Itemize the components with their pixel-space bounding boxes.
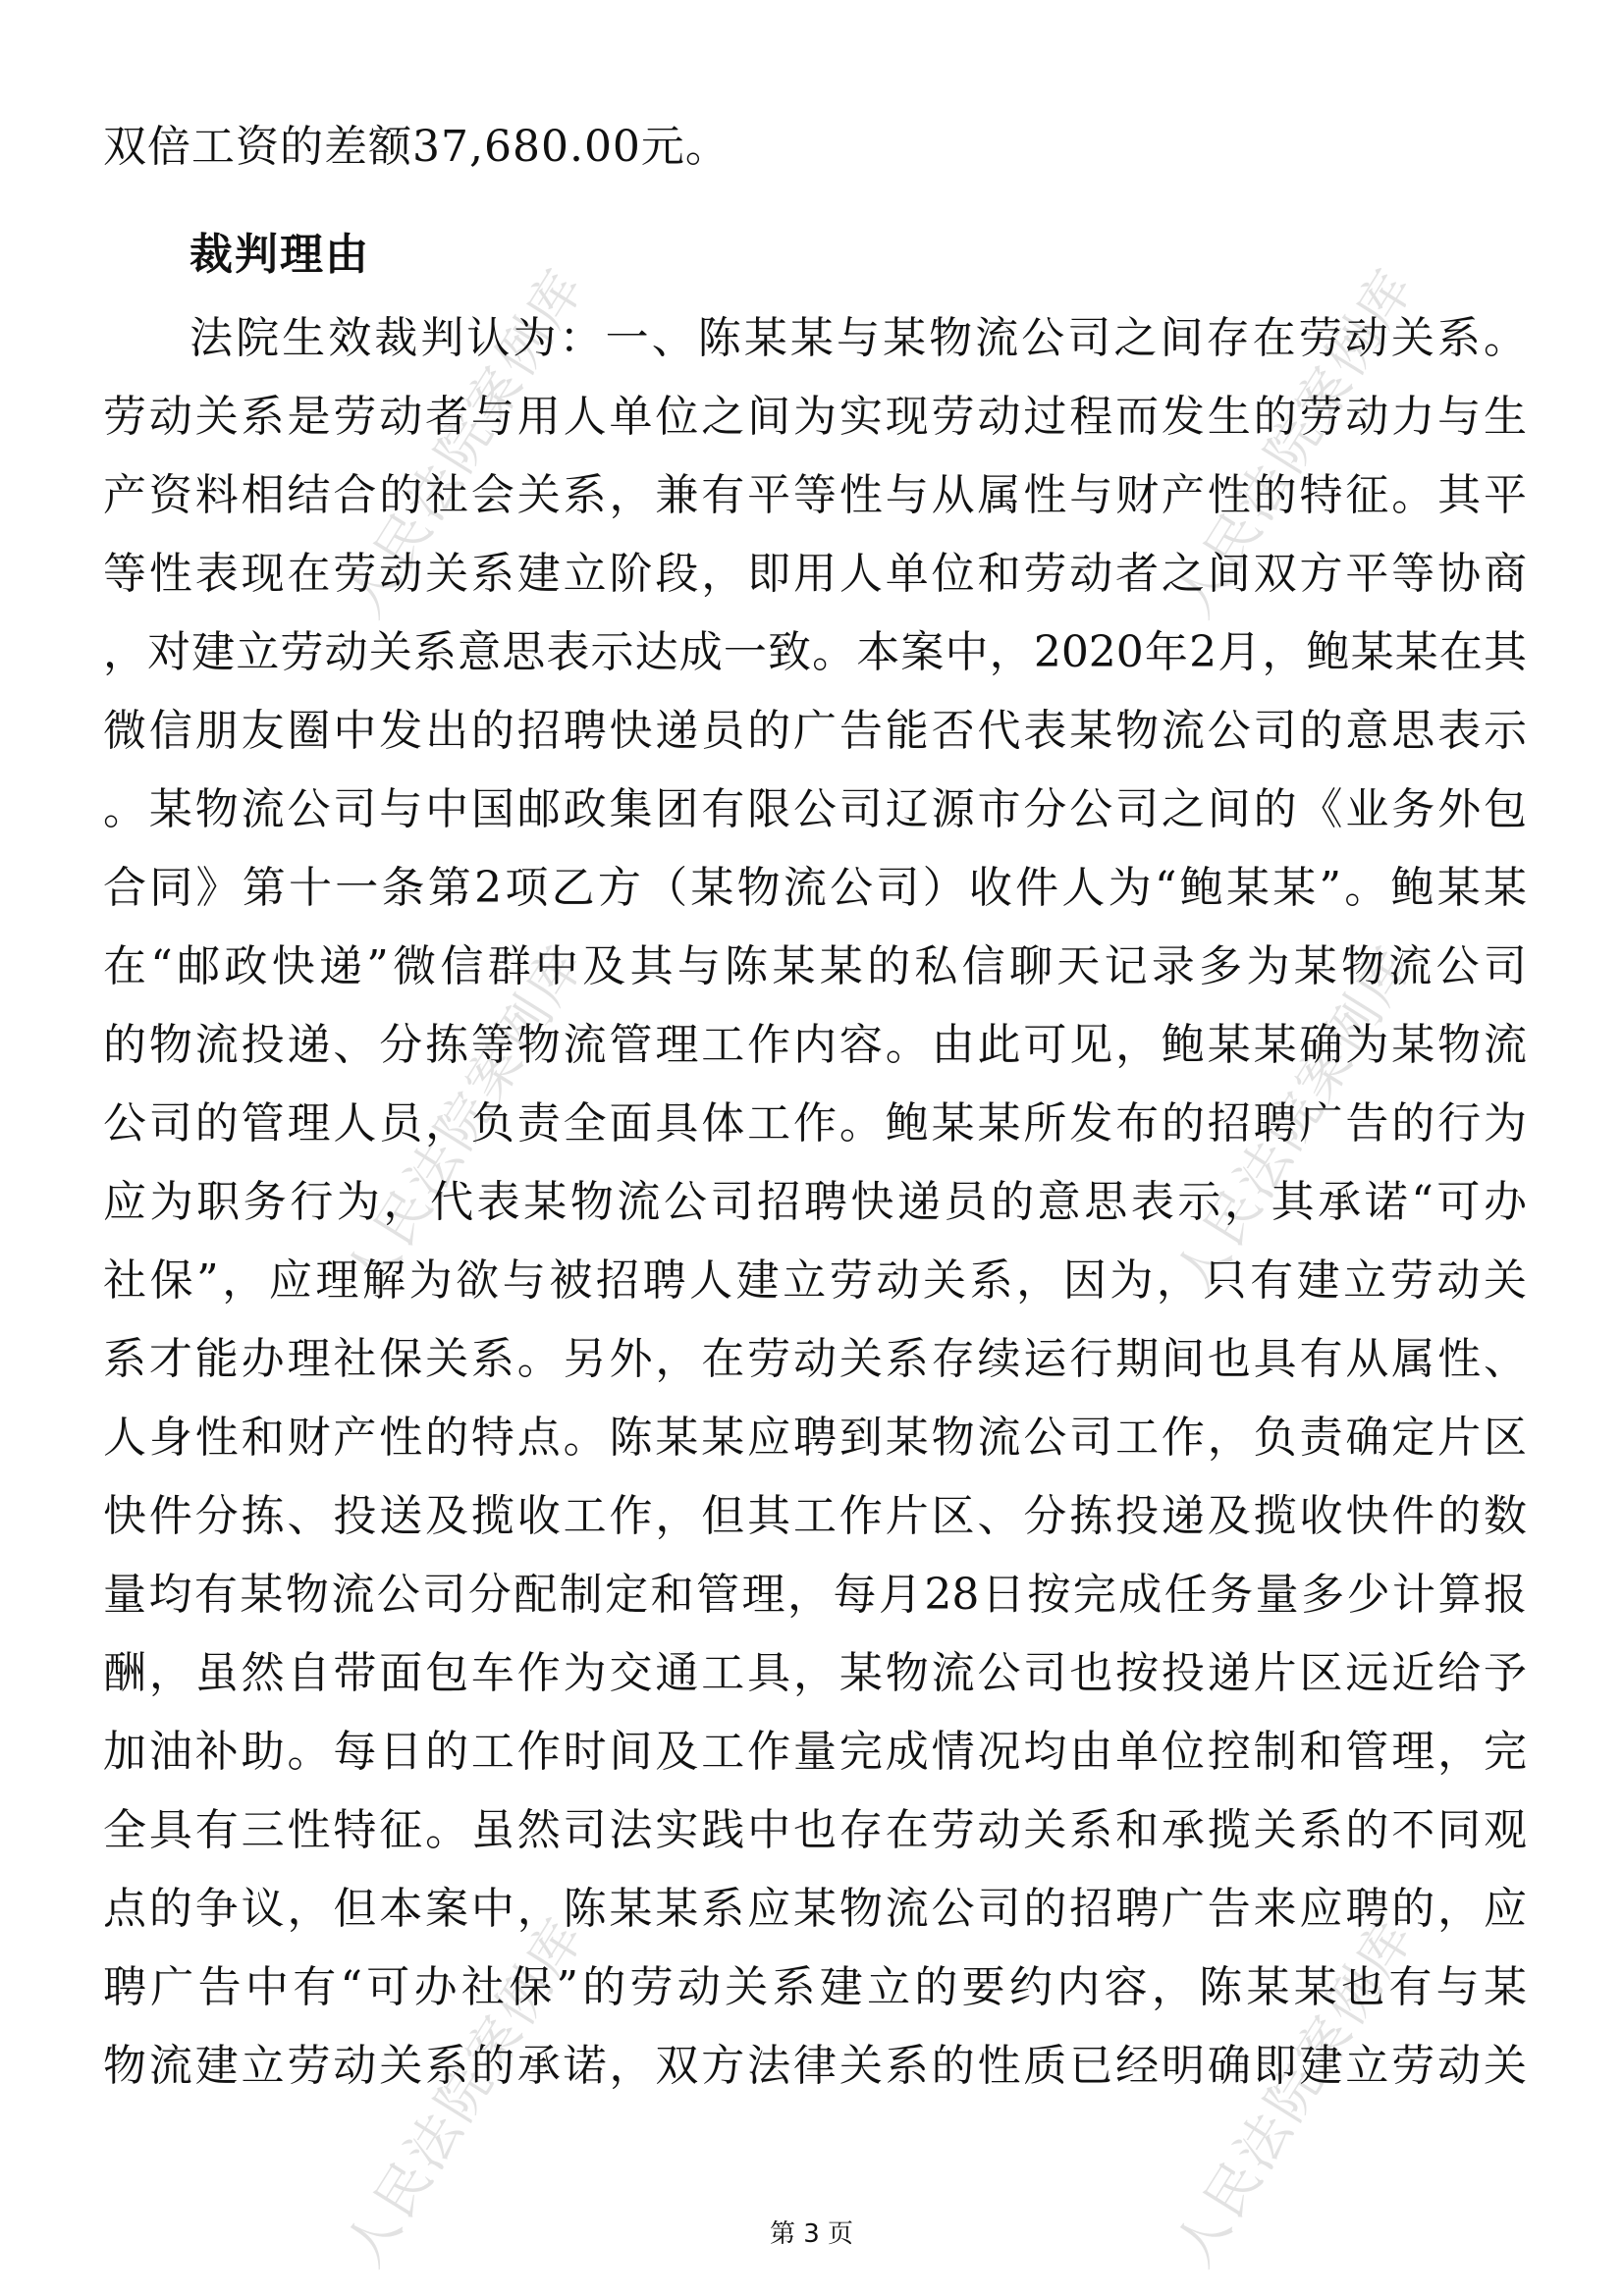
paragraph-line: 应为职务行为，代表某物流公司招聘快递员的意思表示，其承诺“可办 — [103, 1177, 1527, 1227]
paragraph-line: 微信朋友圈中发出的招聘快递员的广告能否代表某物流公司的意思表示 — [103, 706, 1527, 756]
paragraph-line: 社保”，应理解为欲与被招聘人建立劳动关系，因为，只有建立劳动关 — [103, 1255, 1527, 1306]
document-body — [103, 108, 1527, 2106]
paragraph-line: 系才能办理社保关系。另外，在劳动关系存续运行期间也具有从属性、 — [103, 1334, 1527, 1384]
watermark: 人民法院案例库 — [1163, 1905, 1427, 2277]
paragraph-line: 酬，虽然自带面包车作为交通工具，某物流公司也按投递片区远近给予 — [103, 1648, 1527, 1698]
paragraph-line: ，对建立劳动关系意思表示达成一致。本案中，2020年2月，鲍某某在其 — [103, 627, 1527, 677]
paragraph — [103, 299, 1527, 2106]
paragraph-line: 点的争议，但本案中，陈某某系应某物流公司的招聘广告来应聘的，应 — [103, 1884, 1527, 1934]
paragraph-line: 。某物流公司与中国邮政集团有限公司辽源市分公司之间的《业务外包 — [103, 784, 1527, 834]
watermark: 人民法院案例库 — [1163, 934, 1427, 1306]
watermark: 人民法院案例库 — [333, 934, 597, 1306]
paragraph-line: 人身性和财产性的特点。陈某某应聘到某物流公司工作，负责确定片区 — [103, 1413, 1527, 1463]
paragraph-line: 全具有三性特征。虽然司法实践中也存在劳动关系和承揽关系的不同观 — [103, 1805, 1527, 1855]
watermark: 人民法院案例库 — [333, 256, 597, 628]
paragraph-line: 产资料相结合的社会关系，兼有平等性与从属性与财产性的特征。其平 — [103, 470, 1527, 520]
paragraph-line: 法院生效裁判认为：一、陈某某与某物流公司之间存在劳动关系。 — [189, 313, 1527, 363]
page-number: 第 3 页 — [769, 2219, 854, 2249]
section-heading: 裁判理由 — [189, 230, 370, 280]
paragraph-line: 合同》第十一条第2项乙方（某物流公司）收件人为“鲍某某”。鲍某某 — [103, 863, 1527, 913]
paragraph-line: 的物流投递、分拣等物流管理工作内容。由此可见，鲍某某确为某物流 — [103, 1020, 1527, 1070]
watermark: 人民法院案例库 — [333, 1905, 597, 2277]
carry-over-line: 双倍工资的差额37,680.00元。 — [103, 122, 730, 172]
paragraph-line: 物流建立劳动关系的承诺，双方法律关系的性质已经明确即建立劳动关 — [103, 2041, 1527, 2091]
paragraph-line: 聘广告中有“可办社保”的劳动关系建立的要约内容，陈某某也有与某 — [103, 1962, 1527, 2012]
paragraph-line: 在“邮政快递”微信群中及其与陈某某的私信聊天记录多为某物流公司 — [103, 941, 1527, 991]
paragraph-line: 快件分拣、投送及揽收工作，但其工作片区、分拣投递及揽收快件的数 — [103, 1491, 1527, 1541]
paragraph-line: 加油补助。每日的工作时间及工作量完成情况均由单位控制和管理，完 — [103, 1727, 1527, 1777]
paragraph-line: 等性表现在劳动关系建立阶段，即用人单位和劳动者之间双方平等协商 — [103, 549, 1527, 599]
paragraph-line: 量均有某物流公司分配制定和管理，每月28日按完成任务量多少计算报 — [103, 1570, 1527, 1620]
watermark: 人民法院案例库 — [1163, 256, 1427, 628]
paragraph-line: 公司的管理人员，负责全面具体工作。鲍某某所发布的招聘广告的行为 — [103, 1098, 1527, 1148]
paragraph-line: 劳动关系是劳动者与用人单位之间为实现劳动过程而发生的劳动力与生 — [103, 392, 1527, 442]
